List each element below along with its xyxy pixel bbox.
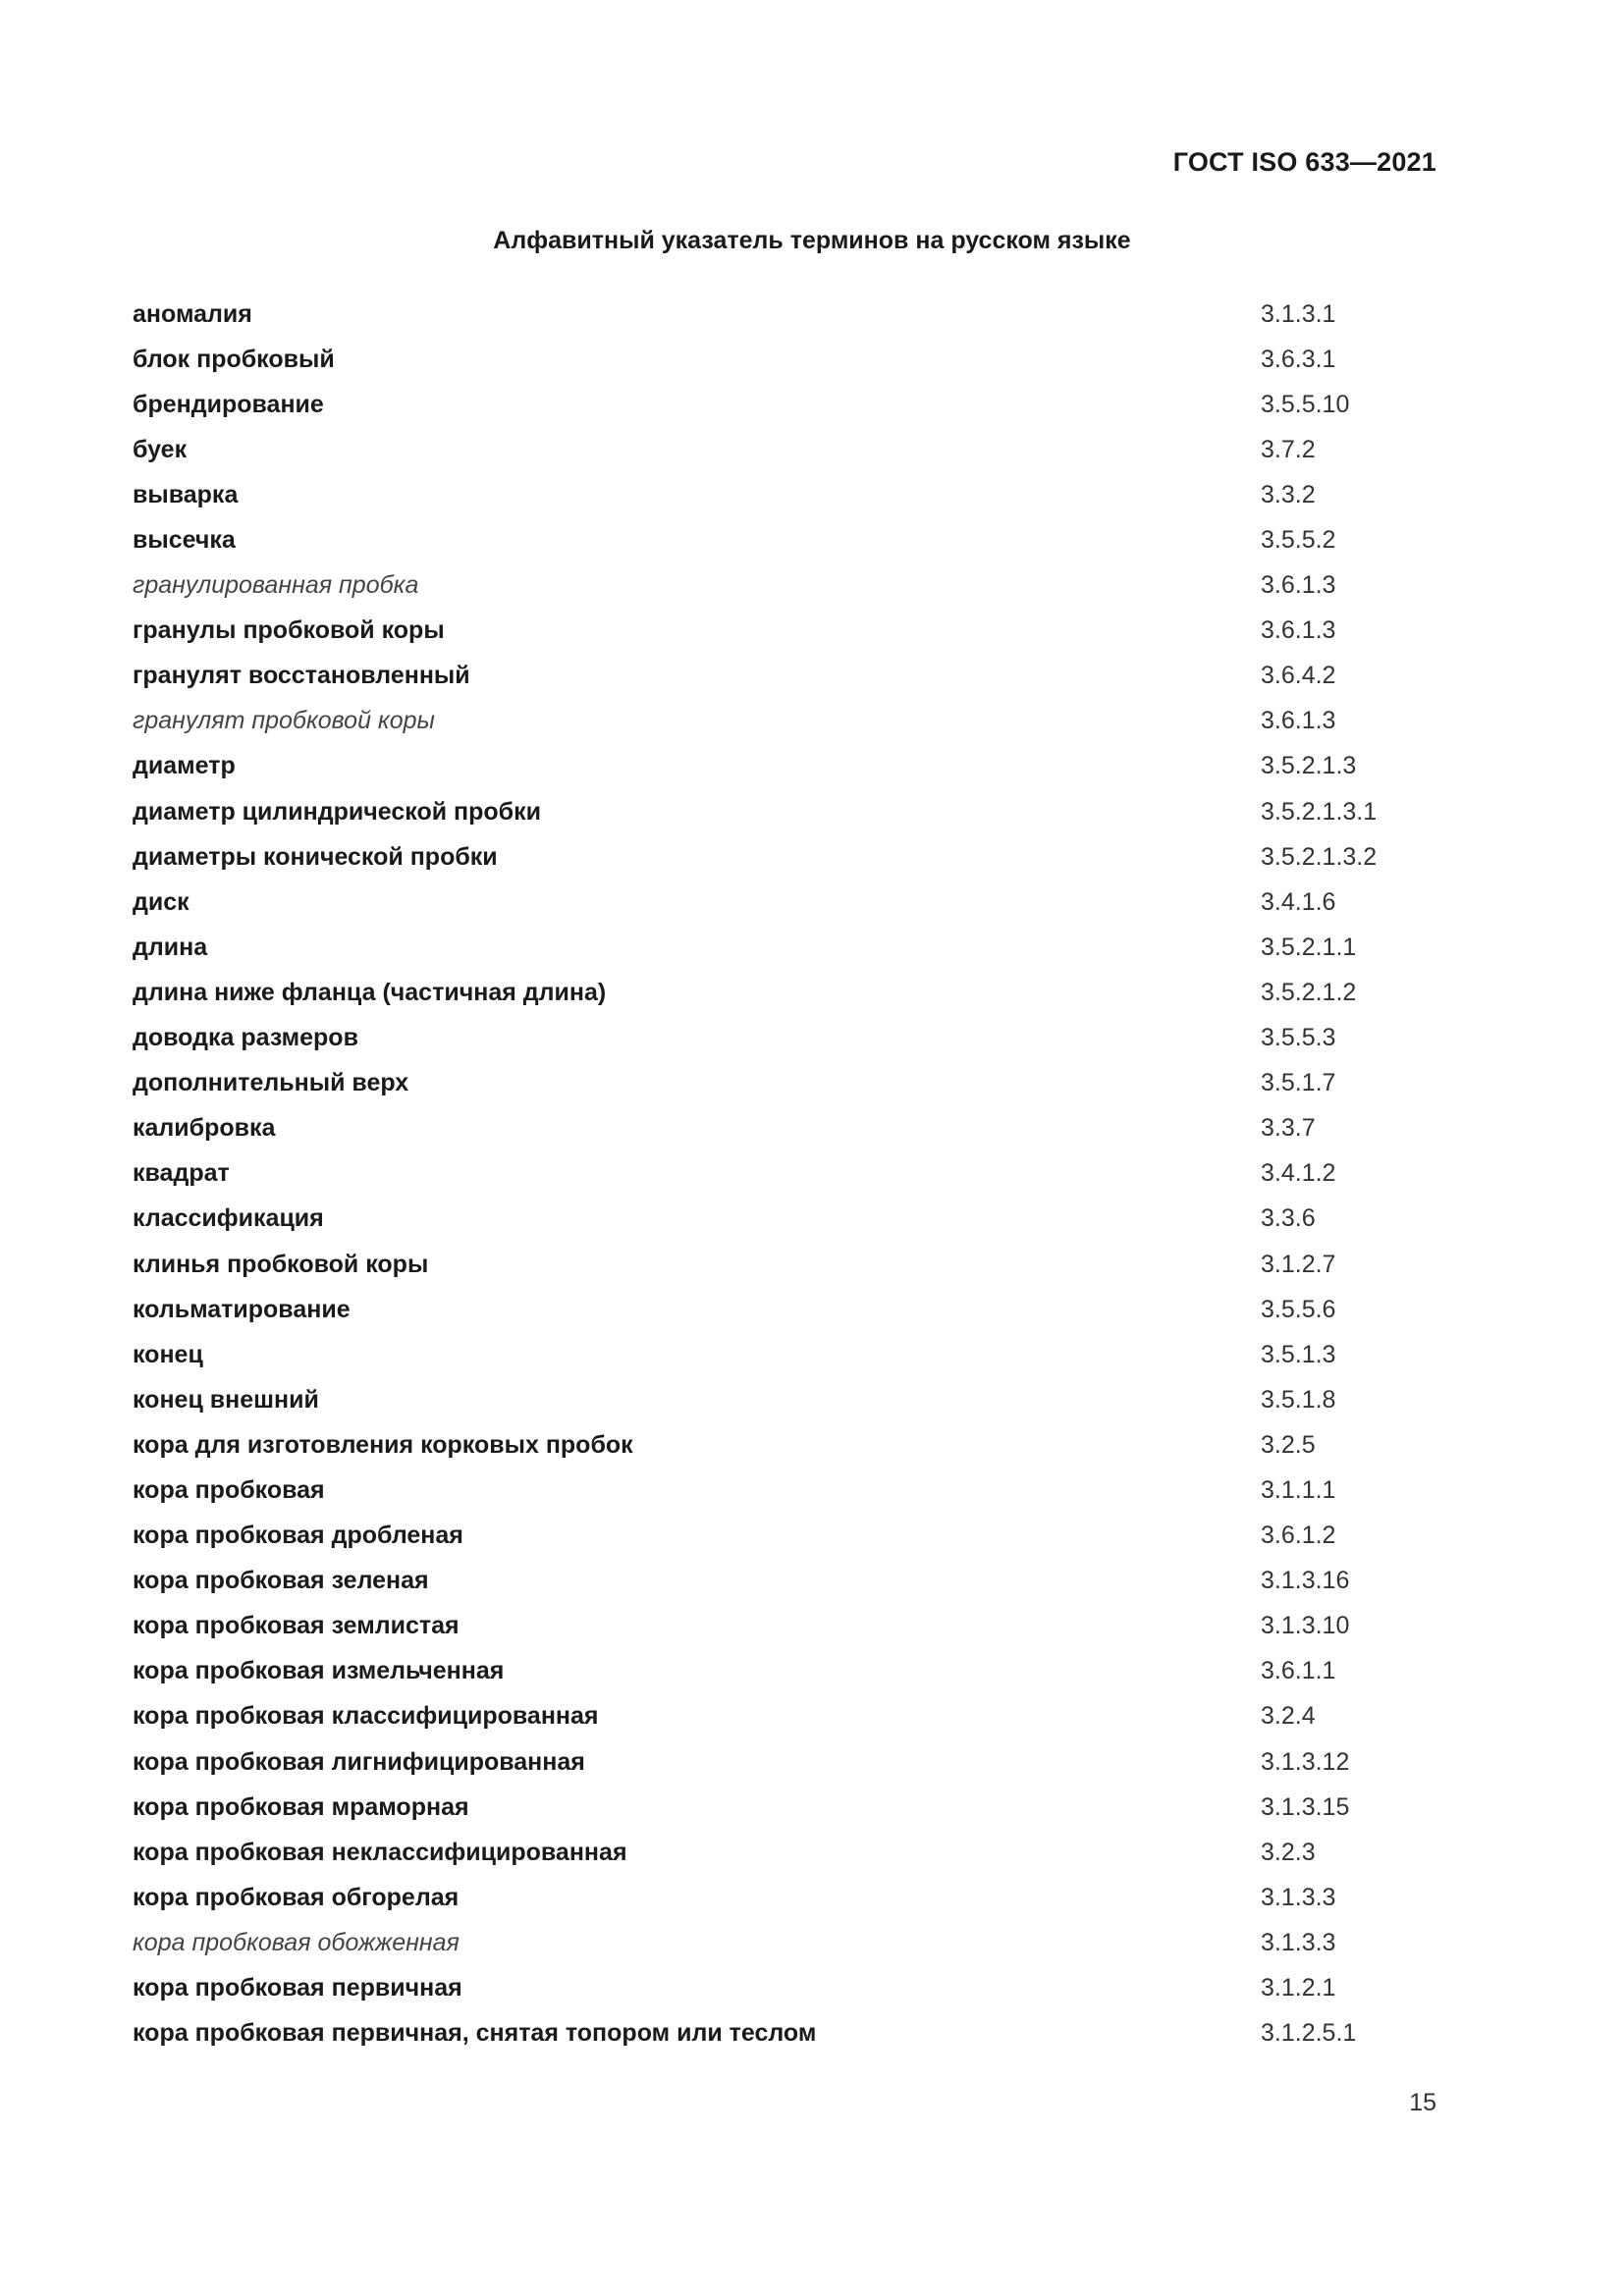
- term-index-list: [133, 292, 1438, 2056]
- term-label: гранулят восстановленный: [133, 662, 470, 690]
- term-row: [133, 1649, 1438, 1694]
- term-row: [133, 1830, 1438, 1875]
- term-row: [133, 1785, 1438, 1830]
- term-reference: 3.5.2.1.3.2: [1261, 842, 1378, 871]
- term-label: диск: [133, 887, 189, 916]
- term-reference: 3.5.2.1.2: [1261, 978, 1357, 1006]
- term-label: кора пробковая классифицированная: [133, 1702, 599, 1731]
- term-reference: 3.6.3.1: [1261, 345, 1336, 373]
- term-reference: 3.2.5: [1261, 1430, 1316, 1459]
- term-row: [133, 699, 1438, 744]
- term-reference: 3.5.5.6: [1261, 1295, 1336, 1323]
- term-row: [133, 925, 1438, 970]
- term-label: классификация: [133, 1204, 324, 1233]
- term-reference: 3.5.5.2: [1261, 526, 1336, 555]
- term-row: [133, 1377, 1438, 1422]
- term-label: кора пробковая неклассифицированная: [133, 1838, 627, 1866]
- term-row: [133, 563, 1438, 609]
- term-label: дополнительный верх: [133, 1069, 409, 1097]
- term-reference: 3.6.1.3: [1261, 707, 1336, 735]
- term-reference: 3.1.3.3: [1261, 1883, 1336, 1911]
- term-row: [133, 1694, 1438, 1739]
- term-row: [133, 744, 1438, 789]
- term-label: диаметр цилиндрической пробки: [133, 797, 541, 826]
- term-reference: 3.3.7: [1261, 1114, 1316, 1143]
- term-row: [133, 1604, 1438, 1649]
- term-label: длина: [133, 933, 208, 961]
- term-reference: 3.5.1.3: [1261, 1340, 1336, 1368]
- term-reference: 3.6.1.3: [1261, 571, 1336, 600]
- term-label: кора пробковая первичная: [133, 1974, 462, 2002]
- term-row: [133, 1422, 1438, 1468]
- term-row: [133, 1559, 1438, 1604]
- term-row: [133, 1965, 1438, 2010]
- term-reference: 3.1.3.10: [1261, 1612, 1350, 1640]
- term-reference: 3.4.1.6: [1261, 887, 1336, 916]
- term-label: кольматирование: [133, 1295, 351, 1323]
- term-label: кора пробковая землистая: [133, 1612, 460, 1640]
- term-row: [133, 609, 1438, 654]
- term-reference: 3.1.2.7: [1261, 1250, 1336, 1278]
- term-reference: 3.6.1.3: [1261, 616, 1336, 645]
- term-label: блок пробковый: [133, 345, 335, 373]
- term-label: высечка: [133, 526, 236, 555]
- term-row: [133, 1739, 1438, 1785]
- term-label: конец внешний: [133, 1385, 319, 1414]
- term-label: длина ниже фланца (частичная длина): [133, 978, 607, 1006]
- term-label: диаметры конической пробки: [133, 842, 498, 871]
- term-reference: 3.7.2: [1261, 435, 1316, 463]
- term-reference: 3.5.5.10: [1261, 390, 1350, 418]
- term-row: [133, 1151, 1438, 1197]
- term-reference: 3.1.3.3: [1261, 1928, 1336, 1956]
- term-reference: 3.1.1.1: [1261, 1475, 1336, 1504]
- term-label: кора пробковая лигнифицированная: [133, 1747, 585, 1776]
- term-reference: 3.1.3.16: [1261, 1567, 1350, 1595]
- term-reference: 3.1.2.1: [1261, 1974, 1336, 2002]
- term-label: брендирование: [133, 390, 324, 418]
- term-label: буек: [133, 435, 188, 463]
- term-label: гранулированная пробка: [133, 571, 419, 600]
- term-row: [133, 1875, 1438, 1920]
- term-row: [133, 880, 1438, 925]
- term-row: [133, 654, 1438, 699]
- term-row: [133, 1920, 1438, 1965]
- term-row: [133, 1468, 1438, 1513]
- term-row: [133, 1061, 1438, 1106]
- term-row: [133, 1287, 1438, 1332]
- term-reference: 3.1.2.5.1: [1261, 2019, 1357, 2048]
- term-reference: 3.4.1.2: [1261, 1159, 1336, 1188]
- term-reference: 3.5.1.7: [1261, 1069, 1336, 1097]
- term-reference: 3.2.4: [1261, 1702, 1316, 1731]
- term-reference: 3.5.1.8: [1261, 1385, 1336, 1414]
- term-label: конец: [133, 1340, 203, 1368]
- term-reference: 3.3.6: [1261, 1204, 1316, 1233]
- term-reference: 3.6.1.1: [1261, 1657, 1336, 1685]
- term-reference: 3.3.2: [1261, 480, 1316, 508]
- term-label: квадрат: [133, 1159, 230, 1188]
- term-row: [133, 337, 1438, 382]
- term-reference: 3.1.3.12: [1261, 1747, 1350, 1776]
- term-reference: 3.1.3.15: [1261, 1792, 1350, 1821]
- term-label: кора пробковая измельченная: [133, 1657, 505, 1685]
- term-label: кора пробковая обгорелая: [133, 1883, 460, 1911]
- term-row: [133, 472, 1438, 517]
- term-label: кора пробковая зеленая: [133, 1567, 429, 1595]
- term-reference: 3.2.3: [1261, 1838, 1316, 1866]
- term-label: диаметр: [133, 752, 236, 780]
- term-label: выварка: [133, 480, 239, 508]
- term-row: [133, 382, 1438, 427]
- term-row: [133, 2011, 1438, 2056]
- term-row: [133, 789, 1438, 834]
- term-label: кора пробковая обожженная: [133, 1928, 460, 1956]
- document-code: ГОСТ ISO 633—2021: [1172, 147, 1436, 177]
- term-label: кора для изготовления корковых пробок: [133, 1430, 633, 1459]
- term-row: [133, 1242, 1438, 1287]
- term-row: [133, 427, 1438, 472]
- term-label: кора пробковая первичная, снятая топором или теслом: [133, 2019, 817, 2048]
- term-reference: 3.6.1.2: [1261, 1522, 1336, 1550]
- term-reference: 3.5.2.1.3.1: [1261, 797, 1378, 826]
- term-row: [133, 1332, 1438, 1377]
- term-label: кора пробковая дробленая: [133, 1522, 463, 1550]
- term-row: [133, 517, 1438, 562]
- term-reference: 3.5.5.3: [1261, 1024, 1336, 1052]
- term-label: кора пробковая мраморная: [133, 1792, 469, 1821]
- term-row: [133, 1514, 1438, 1559]
- term-label: клинья пробковой коры: [133, 1250, 429, 1278]
- term-label: гранулы пробковой коры: [133, 616, 445, 645]
- term-row: [133, 970, 1438, 1015]
- index-title: Алфавитный указатель терминов на русском языке: [493, 227, 1131, 254]
- term-row: [133, 1106, 1438, 1151]
- term-label: аномалия: [133, 299, 252, 328]
- term-reference: 3.5.2.1.3: [1261, 752, 1357, 780]
- term-row: [133, 1197, 1438, 1242]
- term-row: [133, 834, 1438, 880]
- term-reference: 3.6.4.2: [1261, 662, 1336, 690]
- term-row: [133, 292, 1438, 337]
- term-label: доводка размеров: [133, 1024, 358, 1052]
- term-reference: 3.5.2.1.1: [1261, 933, 1357, 961]
- page-number: 15: [1409, 2089, 1436, 2116]
- term-label: кора пробковая: [133, 1475, 325, 1504]
- term-reference: 3.1.3.1: [1261, 299, 1336, 328]
- term-label: гранулят пробковой коры: [133, 707, 435, 735]
- term-label: калибровка: [133, 1114, 276, 1143]
- term-row: [133, 1016, 1438, 1061]
